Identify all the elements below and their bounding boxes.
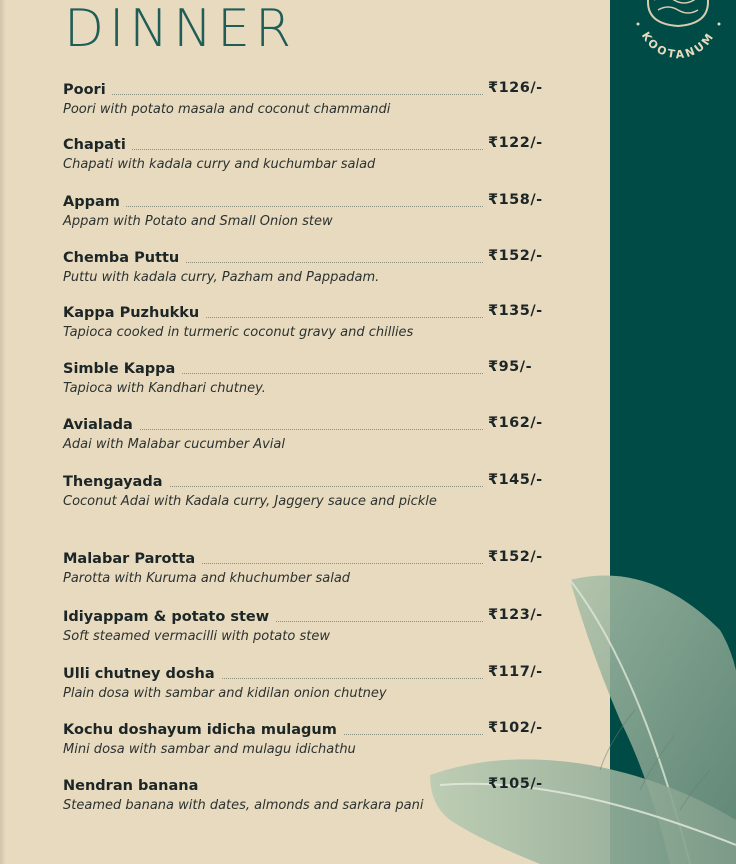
item-description: Chapati with kadala curry and kuchumbar salad (63, 157, 376, 172)
kootanum-logo (630, 0, 726, 70)
item-price: ₹126/- (488, 80, 543, 96)
item-name: Kappa Puzhukku (63, 304, 205, 322)
item-name: Avialada (63, 416, 139, 434)
item-name: Malabar Parotta (63, 550, 201, 568)
item-price: ₹123/- (488, 607, 543, 623)
banana-leaf-illustration (420, 560, 736, 864)
item-description: Coconut Adai with Kadala curry, Jaggery sauce and pickle (63, 494, 437, 509)
item-description: Adai with Malabar cucumber Avial (63, 437, 285, 452)
item-name: Poori (63, 81, 112, 99)
item-name: Kochu doshayum idicha mulagum (63, 721, 343, 739)
item-price: ₹158/- (488, 192, 543, 208)
logo-text: KOOTANUM (638, 29, 718, 62)
item-name: Appam (63, 193, 126, 211)
item-description: Tapioca with Kandhari chutney. (63, 381, 266, 396)
item-price: ₹102/- (488, 720, 543, 736)
item-name: Simble Kappa (63, 360, 181, 378)
item-description: Puttu with kadala curry, Pazham and Pappadam. (63, 270, 380, 285)
item-description: Soft steamed vermacilli with potato stew (63, 629, 330, 644)
item-description: Mini dosa with sambar and mulagu idichathu (63, 742, 356, 757)
item-price: ₹152/- (488, 549, 543, 565)
item-description: Steamed banana with dates, almonds and sarkara pani (63, 798, 424, 813)
item-description: Appam with Potato and Small Onion stew (63, 214, 333, 229)
item-price: ₹152/- (488, 248, 543, 264)
item-description: Tapioca cooked in turmeric coconut gravy and chillies (63, 325, 414, 340)
item-price: ₹135/- (488, 303, 543, 319)
item-name: Chemba Puttu (63, 249, 185, 267)
item-price: ₹95/- (488, 359, 533, 375)
item-description: Parotta with Kuruma and khuchumber salad (63, 571, 351, 586)
item-name: Ulli chutney dosha (63, 665, 221, 683)
item-name: Thengayada (63, 473, 169, 491)
item-price: ₹162/- (488, 415, 543, 431)
dotted-leader (63, 206, 483, 207)
svg-text:KOOTANUM (639, 29, 717, 61)
item-price: ₹105/- (488, 776, 543, 792)
item-name: Nendran banana (63, 777, 204, 795)
item-description: Poori with potato masala and coconut chammandi (63, 102, 391, 117)
item-description: Plain dosa with sambar and kidilan onion chutney (63, 686, 387, 701)
page-edge-shadow (0, 0, 6, 864)
item-name: Chapati (63, 136, 132, 154)
item-price: ₹145/- (488, 472, 543, 488)
dotted-leader (63, 94, 483, 95)
item-price: ₹117/- (488, 664, 543, 680)
item-price: ₹122/- (488, 135, 543, 151)
item-name: Idiyappam & potato stew (63, 608, 275, 626)
menu-title: DINNER (64, 0, 297, 59)
